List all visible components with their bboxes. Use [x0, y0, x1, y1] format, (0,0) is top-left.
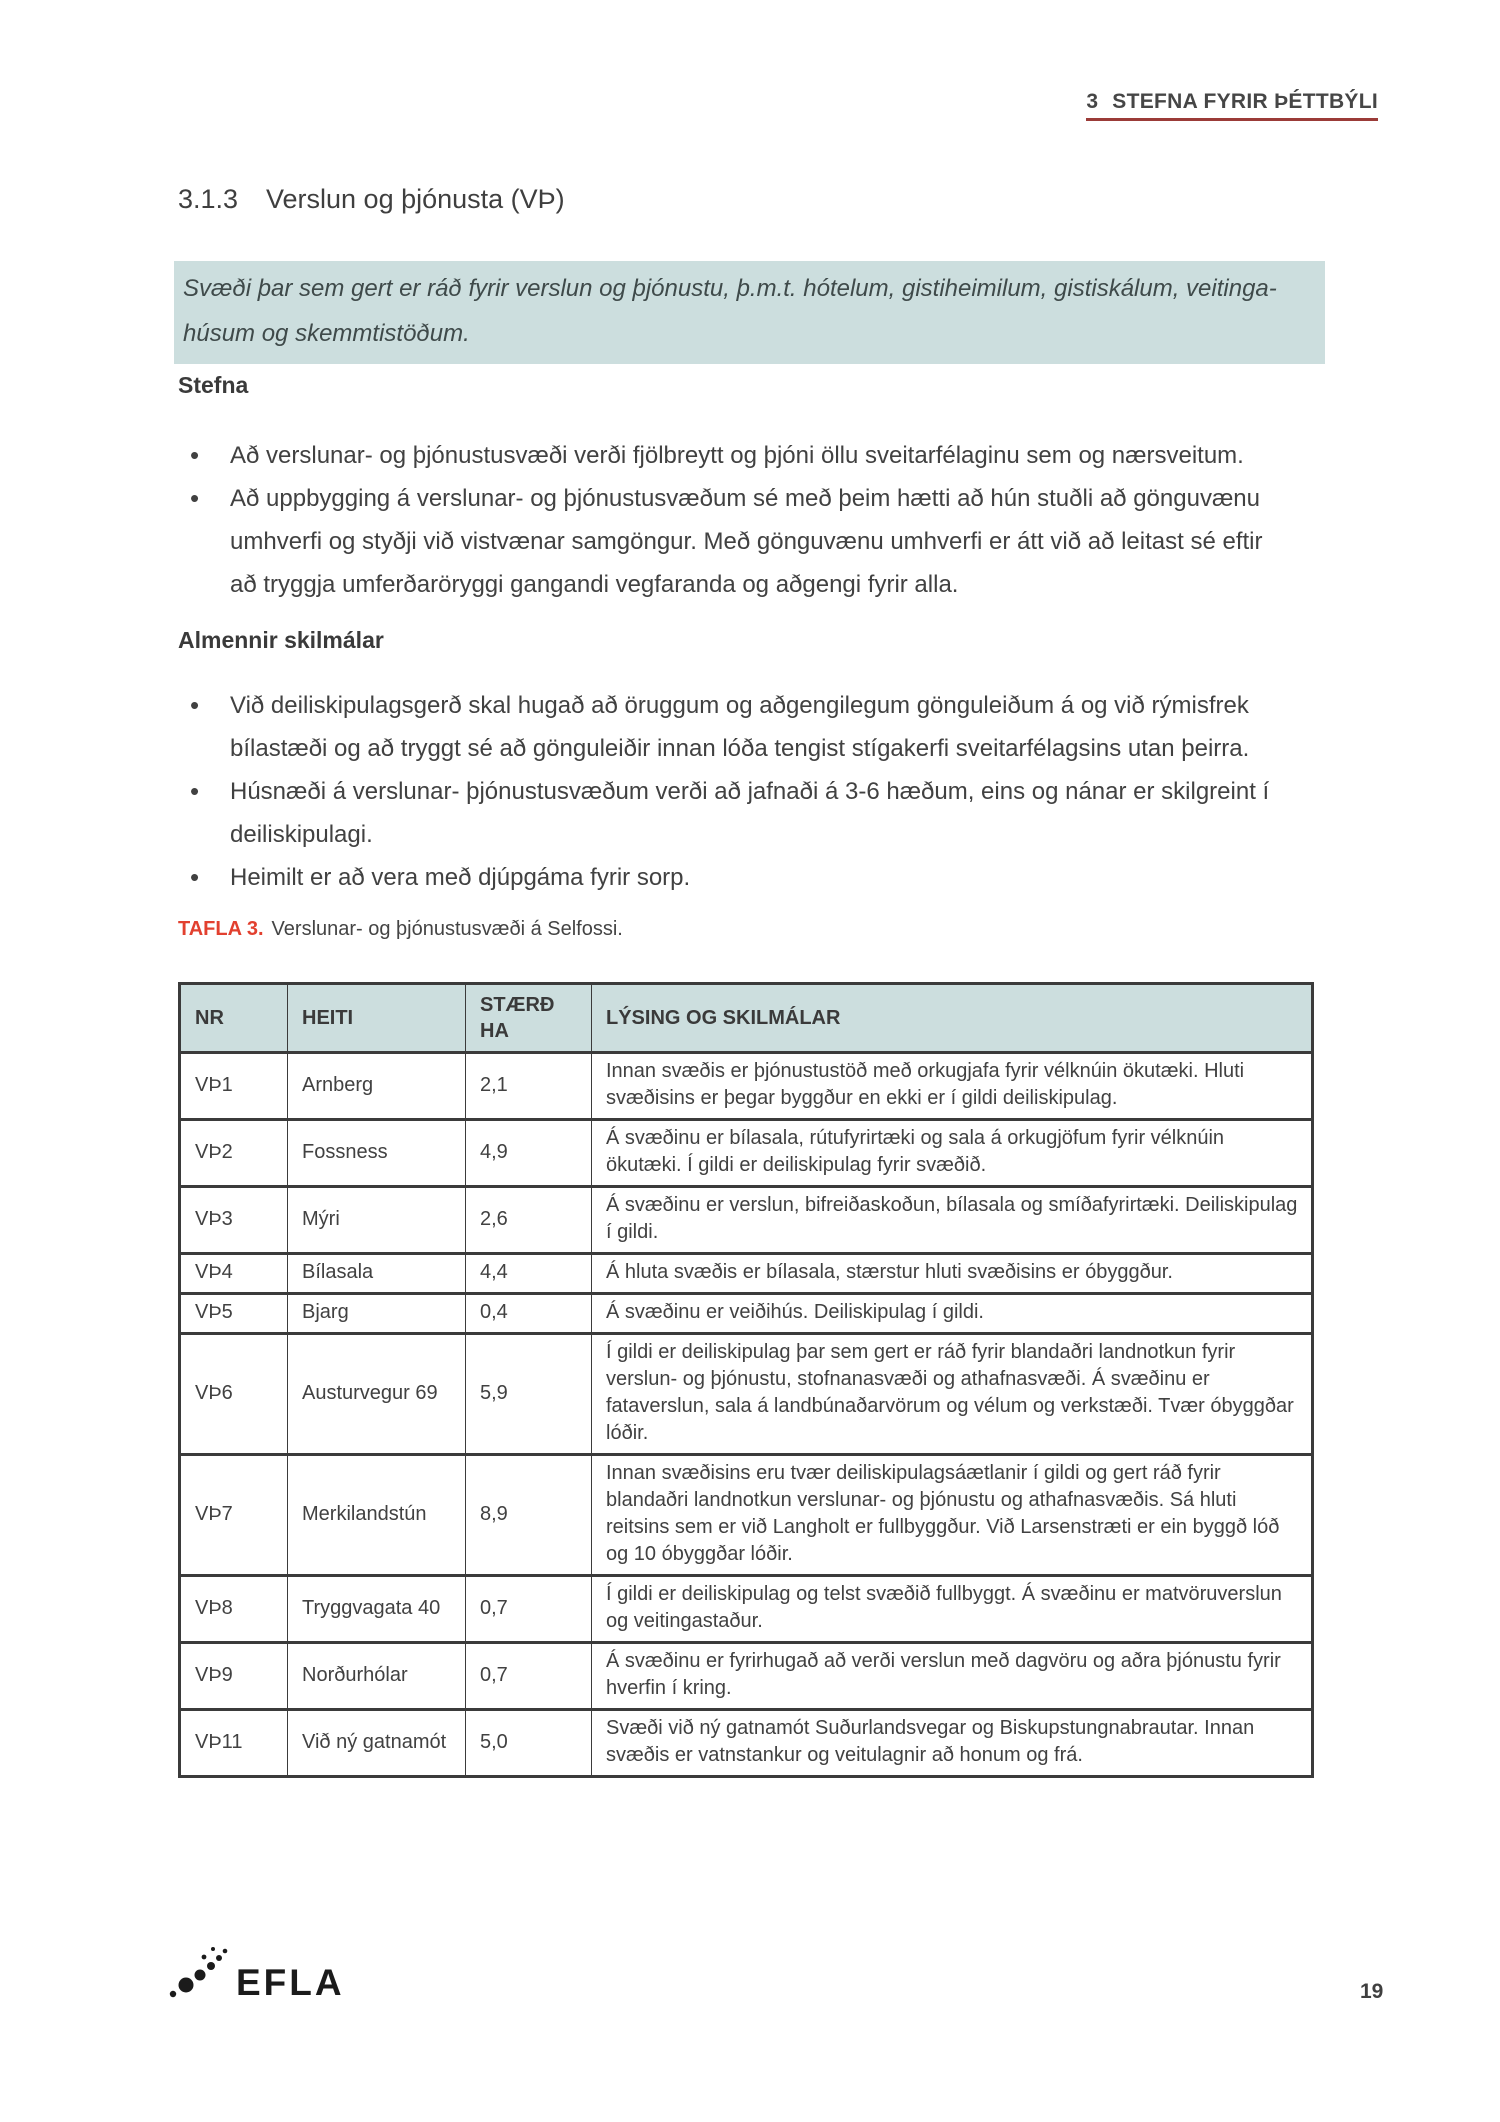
cell-heiti: Við ný gatnamót — [288, 1710, 466, 1777]
bullet-item: • Að uppbygging á verslunar- og þjónustusvæðum sé með þeim hætti að hún stuðli að gönguvænu umhverfi og styðji við vistvænar samgöngur. Með gönguvænu umhverfi er átt við að leitast sé eftir að tryggja umferðaröryggi gangandi vegfaranda og aðgengi fyrir alla. — [178, 477, 1282, 606]
cell-nr: VÞ7 — [180, 1455, 288, 1576]
areas-table — [178, 982, 1314, 1778]
cell-lysing: Á hluta svæðis er bílasala, stærstur hluti svæðisins er óbyggður. — [592, 1254, 1313, 1294]
cell-heiti: Merkilandstún — [288, 1455, 466, 1576]
cell-heiti: Tryggvagata 40 — [288, 1576, 466, 1643]
cell-nr: VÞ2 — [180, 1120, 288, 1187]
cell-lysing: Innan svæðisins eru tvær deiliskipulagsáætlanir í gildi og gert ráð fyrir blandaðri landnotkun verslunar- og þjónustu og athafnasvæðis. Sá hluti reitsins sem er við Langholt er fullbyggður. Við Larsenstræti er ein byggð lóð og 10 óbyggðar lóðir. — [592, 1455, 1313, 1576]
cell-heiti: Norðurhólar — [288, 1643, 466, 1710]
bullet-item: • Húsnæði á verslunar- þjónustusvæðum verði að jafnaði á 3-6 hæðum, eins og nánar er skilgreint í deiliskipulagi. — [178, 770, 1282, 856]
table-row — [180, 1710, 1313, 1777]
col-header-staerd: STÆRÐ HA — [466, 984, 592, 1053]
table-row — [180, 1455, 1313, 1576]
cell-heiti: Bjarg — [288, 1294, 466, 1334]
logo-dots-icon — [168, 1942, 234, 2000]
cell-staerd: 0,7 — [466, 1576, 592, 1643]
cell-heiti: Fossness — [288, 1120, 466, 1187]
almennir-bullet-list — [178, 684, 1282, 899]
cell-lysing: Á svæðinu er verslun, bifreiðaskoðun, bílasala og smíðafyrirtæki. Deiliskipulag í gildi. — [592, 1187, 1313, 1254]
cell-staerd: 5,9 — [466, 1334, 592, 1455]
section-heading — [178, 184, 565, 215]
cell-lysing: Svæði við ný gatnamót Suðurlandsvegar og Biskupstungnabrautar. Innan svæðis er vatnstankur og veitulagnir að honum og frá. — [592, 1710, 1313, 1777]
header-chapter-number: 3 — [1086, 90, 1099, 113]
cell-staerd: 8,9 — [466, 1455, 592, 1576]
table-body — [180, 1053, 1313, 1777]
cell-lysing: Á svæðinu er bílasala, rútufyrirtæki og sala á orkugjöfum fyrir vélknúin ökutæki. Í gildi er deiliskipulag fyrir svæðið. — [592, 1120, 1313, 1187]
cell-lysing: Á svæðinu er veiðihús. Deiliskipulag í gildi. — [592, 1294, 1313, 1334]
table-row — [180, 1294, 1313, 1334]
col-header-lysing: LÝSING OG SKILMÁLAR — [592, 984, 1313, 1053]
table-row — [180, 1643, 1313, 1710]
header-chapter-title: STEFNA FYRIR ÞÉTTBÝLI — [1112, 90, 1378, 113]
bullet-item: • Heimilt er að vera með djúpgáma fyrir sorp. — [178, 856, 1282, 899]
cell-staerd: 5,0 — [466, 1710, 592, 1777]
page-number: 19 — [1360, 1980, 1384, 2003]
cell-heiti: Arnberg — [288, 1053, 466, 1120]
cell-staerd: 2,6 — [466, 1187, 592, 1254]
table-caption-label: TAFLA 3. — [178, 918, 264, 940]
cell-nr: VÞ9 — [180, 1643, 288, 1710]
logo-wordmark: EFLA — [236, 1961, 345, 2003]
cell-staerd: 0,4 — [466, 1294, 592, 1334]
table-row — [180, 1053, 1313, 1120]
efla-logo — [168, 1942, 345, 2003]
col-header-nr: NR — [180, 984, 288, 1053]
cell-staerd: 2,1 — [466, 1053, 592, 1120]
cell-staerd: 4,9 — [466, 1120, 592, 1187]
table-row — [180, 1334, 1313, 1455]
cell-nr: VÞ1 — [180, 1053, 288, 1120]
table-row — [180, 1120, 1313, 1187]
cell-heiti: Austurvegur 69 — [288, 1334, 466, 1455]
almennir-heading: Almennir skilmálar — [178, 627, 384, 653]
table-row — [180, 1187, 1313, 1254]
table-row — [180, 1254, 1313, 1294]
bullet-item: • Að verslunar- og þjónustusvæði verði fjölbreytt og þjóni öllu sveitarfélaginu sem og nærsveitum. — [178, 434, 1282, 477]
table-row — [180, 1576, 1313, 1643]
cell-nr: VÞ11 — [180, 1710, 288, 1777]
page-header — [1086, 90, 1378, 121]
section-number: 3.1.3 — [178, 184, 239, 214]
cell-nr: VÞ3 — [180, 1187, 288, 1254]
cell-lysing: Á svæðinu er fyrirhugað að verði verslun með dagvöru og aðra þjónustu fyrir hverfin í kring. — [592, 1643, 1313, 1710]
cell-nr: VÞ4 — [180, 1254, 288, 1294]
cell-nr: VÞ8 — [180, 1576, 288, 1643]
stefna-heading: Stefna — [178, 372, 249, 398]
table-header-row — [180, 984, 1313, 1053]
cell-nr: VÞ5 — [180, 1294, 288, 1334]
section-title: Verslun og þjónusta (VÞ) — [266, 184, 565, 214]
table-header — [180, 984, 1313, 1053]
cell-staerd: 4,4 — [466, 1254, 592, 1294]
bullet-item: • Við deiliskipulagsgerð skal hugað að öruggum og aðgengilegum gönguleiðum á og við rýmisfrek bílastæði og að tryggt sé að gönguleiðir innan lóða tengist stígakerfi sveitarfélagsins utan þeirra. — [178, 684, 1282, 770]
table-caption — [178, 918, 623, 941]
cell-lysing: Í gildi er deiliskipulag þar sem gert er ráð fyrir blandaðri landnotkun fyrir verslun- og þjónustu, stofnanasvæði og athafnasvæði. Á svæðinu er fataverslun, sala á landbúnaðarvörum og vélum og verkstæði. Tvær óbyggðar lóðir. — [592, 1334, 1313, 1455]
cell-heiti: Mýri — [288, 1187, 466, 1254]
col-header-heiti: HEITI — [288, 984, 466, 1053]
cell-nr: VÞ6 — [180, 1334, 288, 1455]
table-caption-text: Verslunar- og þjónustusvæði á Selfossi. — [271, 918, 623, 940]
cell-heiti: Bílasala — [288, 1254, 466, 1294]
intro-highlight: Svæði þar sem gert er ráð fyrir verslun og þjónustu, þ.m.t. hótelum, gistiheimilum, gistiskálum, veitinga-húsum og skemmtistöðum. — [174, 261, 1325, 364]
cell-staerd: 0,7 — [466, 1643, 592, 1710]
stefna-bullet-list — [178, 434, 1282, 606]
cell-lysing: Í gildi er deiliskipulag og telst svæðið fullbyggt. Á svæðinu er matvöruverslun og veitingastaður. — [592, 1576, 1313, 1643]
cell-lysing: Innan svæðis er þjónustustöð með orkugjafa fyrir vélknúin ökutæki. Hluti svæðisins er þegar byggður en ekki er í gildi deiliskipulag. — [592, 1053, 1313, 1120]
